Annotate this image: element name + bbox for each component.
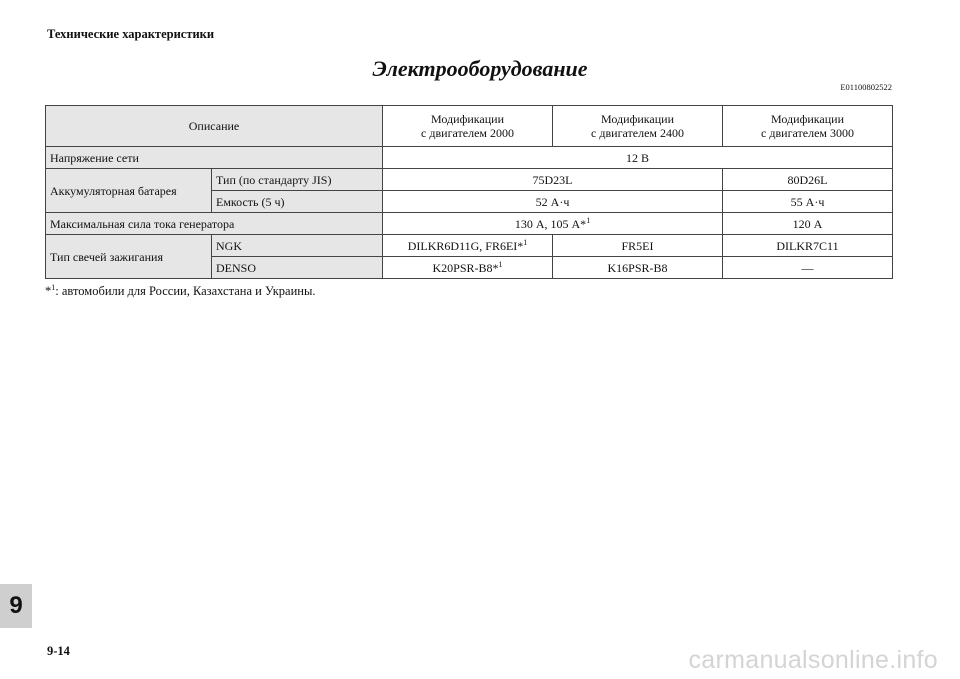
battery-capacity-value-2000-2400: 52 А·ч <box>383 191 723 213</box>
header-modification-2400 <box>553 106 723 147</box>
footnote-text: : автомобили для России, Казахстана и Украины. <box>55 284 316 298</box>
spark-denso-2000-text: K20PSR-B8* <box>432 260 499 275</box>
header-modification-3000 <box>723 106 893 147</box>
spark-denso-label: DENSO <box>212 257 383 279</box>
header-modification-3000-line2: с двигателем 3000 <box>761 126 854 140</box>
header-description: Описание <box>46 106 383 147</box>
header-modification-2400-line2: с двигателем 2400 <box>591 126 684 140</box>
footnote-marker: 1 <box>523 237 528 247</box>
footnote-marker: 1 <box>498 259 503 269</box>
generator-label: Максимальная сила тока генератора <box>46 213 383 235</box>
document-code: E01100802522 <box>840 82 892 92</box>
watermark: carmanualsonline.info <box>688 646 938 674</box>
battery-capacity-value-3000: 55 А·ч <box>723 191 893 213</box>
header-modification-2000-line1: Модификации <box>431 112 505 126</box>
spark-ngk-2400: FR5EI <box>553 235 723 257</box>
battery-type-value-2000-2400: 75D23L <box>383 169 723 191</box>
battery-label: Аккумуляторная батарея <box>46 169 212 213</box>
spark-ngk-2000-text: DILKR6D11G, FR6EI* <box>407 238 524 253</box>
spark-denso-2000 <box>383 257 553 279</box>
footnote <box>45 284 315 299</box>
spark-denso-3000: — <box>723 257 893 279</box>
footnote-mark: * <box>45 284 52 298</box>
generator-value-2000-2400 <box>383 213 723 235</box>
table-row-generator <box>46 213 893 235</box>
battery-type-label: Тип (по стандарту JIS) <box>212 169 383 191</box>
section-header: Технические характеристики <box>47 27 215 41</box>
footnote-marker: 1 <box>586 215 591 225</box>
generator-value-text: 130 А, 105 А* <box>514 216 587 231</box>
spark-denso-2400: K16PSR-B8 <box>553 257 723 279</box>
spark-ngk-3000: DILKR7C11 <box>723 235 893 257</box>
spark-plug-label: Тип свечей зажигания <box>46 235 212 279</box>
chapter-tab: 9 <box>0 584 32 628</box>
spark-ngk-2000 <box>383 235 553 257</box>
table-header-row <box>46 106 893 147</box>
table-row-battery-type <box>46 169 893 191</box>
header-modification-2000 <box>383 106 553 147</box>
header-modification-2000-line2: с двигателем 2000 <box>421 126 514 140</box>
spark-ngk-label: NGK <box>212 235 383 257</box>
battery-capacity-label: Емкость (5 ч) <box>212 191 383 213</box>
header-modification-2400-line1: Модификации <box>601 112 675 126</box>
battery-type-value-3000: 80D26L <box>723 169 893 191</box>
table-row-voltage <box>46 147 893 169</box>
page-title: Электрооборудование <box>372 56 588 81</box>
voltage-value: 12 В <box>383 147 893 169</box>
footnote-sup: 1 <box>51 282 56 292</box>
voltage-label: Напряжение сети <box>46 147 383 169</box>
specifications-table <box>45 105 893 279</box>
generator-value-3000: 120 А <box>723 213 893 235</box>
header-modification-3000-line1: Модификации <box>771 112 845 126</box>
table-row-spark-ngk <box>46 235 893 257</box>
page-number: 9-14 <box>47 644 70 658</box>
